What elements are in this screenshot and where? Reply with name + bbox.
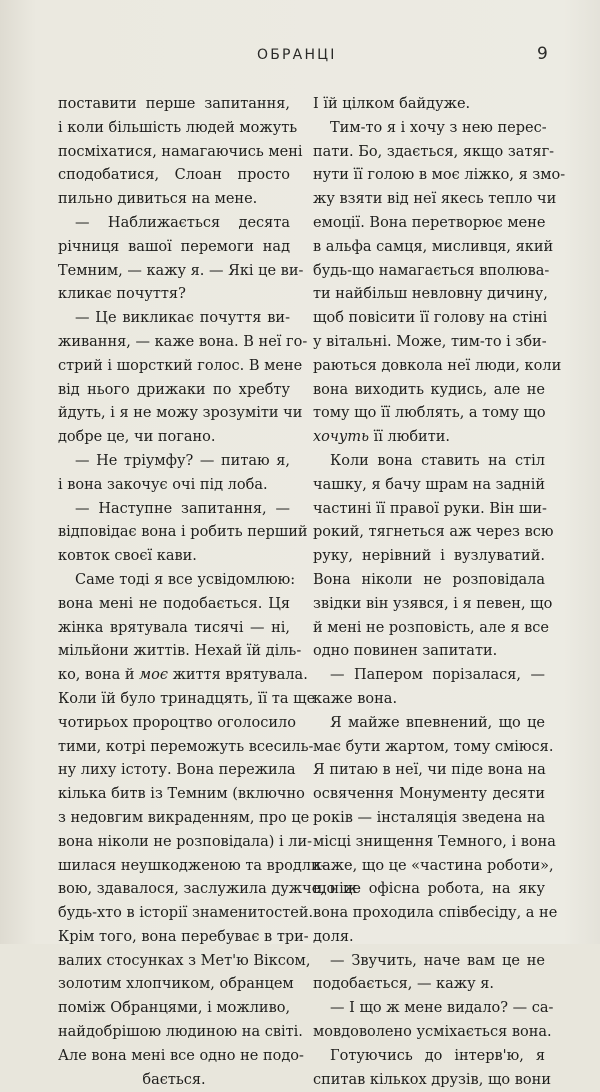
text-line: має бути жартом, тому сміюся.	[313, 738, 554, 755]
text-line: золотим хлопчиком, обранцем	[58, 976, 294, 993]
text-line: ну лиху істоту. Вона пережила	[58, 762, 296, 779]
text-line: у вітальні. Може, тим-то і зби-	[313, 333, 547, 350]
text-line: й мені не розповість, але я все	[313, 619, 549, 636]
text-line: вона виходить кудись, але не	[313, 381, 545, 398]
right-text-column	[313, 93, 566, 1092]
text-line: з недовгим викраденням, про це	[58, 809, 310, 826]
text-line: Коли їй було тринадцять, її та ще	[58, 690, 316, 707]
running-head	[0, 44, 600, 67]
text-line: емоції. Вона перетворює мене	[313, 214, 546, 231]
text-line: І їй цілком байдуже.	[313, 96, 471, 112]
text-line: місці знищення Темного, і вона	[313, 833, 556, 850]
text-line: що це офісна робота, на яку	[313, 881, 545, 898]
text-line: — Наступне запитання, —	[75, 500, 290, 517]
text-line: кликає почуття?	[58, 286, 186, 303]
text-line: жінка врятувала тисячі — ні,	[58, 619, 290, 636]
text-line: пильно дивиться на мене.	[58, 191, 258, 208]
text-line: Я майже впевнений, що це	[330, 714, 545, 731]
text-line: чотирьох пророцтво оголосило	[58, 714, 296, 731]
text-line: посміхатися, намагаючись мені	[58, 143, 303, 160]
text-line: добре це, чи погано.	[58, 429, 216, 446]
text-line: в альфа самця, мисливця, який	[313, 238, 554, 255]
text-line: хочуть її любити.	[313, 429, 451, 446]
text-line: кілька битв із Темним (включно	[58, 786, 305, 803]
text-line: — Папером порізалася, —	[330, 667, 545, 684]
text-line: валих стосунках з Мет'ю Віксом,	[58, 952, 311, 969]
text-line: одно повинен запитати.	[313, 643, 498, 660]
text-line: Вона ніколи не розповідала	[313, 571, 545, 588]
text-line: мовдоволено усміхається вона.	[313, 1024, 552, 1041]
text-line: чашку, я бачу шрам на задній	[313, 476, 546, 493]
text-line: вона мені не подобається. Ця	[58, 595, 290, 612]
text-line: будь-що намагається вполюва-	[313, 262, 550, 279]
text-line: бається.	[142, 1071, 206, 1088]
text-line: найдобрішою людиною на світі.	[58, 1024, 303, 1041]
text-line: Темним, — кажу я. — Які це ви-	[58, 262, 304, 279]
text-line: — Звучить, наче вам це не	[330, 952, 545, 969]
text-line: нути її голою в моє ліжко, я змо-	[313, 167, 566, 184]
text-line: поміж Обранцями, і можливо,	[58, 1000, 291, 1017]
text-line: — Наближається десята	[75, 214, 290, 231]
text-line: відповідає вона і робить перший	[58, 524, 308, 541]
text-line: тими, котрі переможуть всесиль-	[58, 738, 314, 755]
text-line: доля.	[313, 928, 354, 945]
text-line: ти найбільш невловну дичину,	[313, 286, 548, 303]
text-line: сподобатися, Слоан просто	[58, 167, 290, 184]
text-line: тому що її люблять, а тому що	[313, 405, 546, 422]
text-line: ковток своєї кави.	[58, 548, 197, 565]
chapter-title: ОБРАНЦІ	[257, 47, 337, 63]
text-line: і коли більшість людей можуть	[58, 119, 298, 136]
text-line: пати. Бо, здається, якщо затяг-	[313, 143, 555, 160]
text-line: йдуть, і я не можу зрозуміти чи	[58, 405, 303, 422]
text-line: будь-хто в історії знаменитостей.	[58, 905, 314, 922]
text-line: Саме тоді я все усвідомлюю:	[75, 571, 296, 588]
text-line: каже, що це «частина роботи»,	[313, 857, 554, 874]
text-line: Я питаю в неї, чи піде вона на	[313, 762, 546, 779]
text-line: поставити перше запитання,	[58, 96, 290, 112]
text-line: щоб повісити її голову на стіні	[313, 310, 548, 327]
text-line: вона проходила співбесіду, а не	[313, 905, 558, 922]
text-line: рокий, тягнеться аж через всю	[313, 524, 554, 541]
text-line: — Це викликає почуття ви-	[75, 310, 290, 327]
text-line: мільйони життів. Нехай їй діль-	[58, 643, 302, 660]
text-line: шилася неушкодженою та вродли-	[58, 857, 326, 874]
text-line: років — інсталяція зведена на	[313, 809, 546, 826]
text-line: Тим-то я і хочу з нею перес-	[330, 119, 547, 136]
text-line: — Не тріумфу? — питаю я,	[75, 452, 290, 469]
text-line: подобається, — кажу я.	[313, 976, 495, 993]
text-line: від нього дрижаки по хребту	[58, 381, 290, 398]
text-line: руку, нерівний і вузлуватий.	[313, 548, 545, 565]
text-line: Але вона мені все одно не подо-	[58, 1047, 304, 1064]
text-line: жу взяти від неї якесь тепло чи	[313, 191, 557, 208]
text-line: каже вона.	[313, 690, 398, 707]
text-line: Коли вона ставить на стіл	[330, 452, 545, 469]
text-line: освячення Монументу десяти	[313, 786, 545, 803]
text-line: звідки він узявся, і я певен, що	[313, 595, 553, 612]
text-line: стрий і шорсткий голос. В мене	[58, 357, 303, 374]
page-number: 9	[537, 44, 548, 64]
text-line: спитав кількох друзів, що вони	[313, 1071, 551, 1088]
text-line: і вона закочує очі під лоба.	[58, 476, 268, 493]
text-line: вона ніколи не розповідала) і ли-	[58, 833, 313, 850]
text-line: Готуючись до інтерв'ю, я	[330, 1047, 545, 1064]
text-line: — І що ж мене видало? — са-	[330, 1000, 554, 1017]
text-line: частині її правої руки. Він ши-	[313, 500, 547, 517]
text-line: раються довкола неї люди, коли	[313, 357, 562, 374]
text-line: ко, вона й моє життя врятувала.	[58, 667, 308, 684]
text-line: вою, здавалося, заслужила дужче, ніж	[58, 881, 358, 898]
text-line: річниця вашої перемоги над	[58, 238, 290, 255]
text-line: живання, — каже вона. В неї го-	[58, 333, 308, 350]
text-line: Крім того, вона перебуває в три-	[58, 928, 309, 945]
